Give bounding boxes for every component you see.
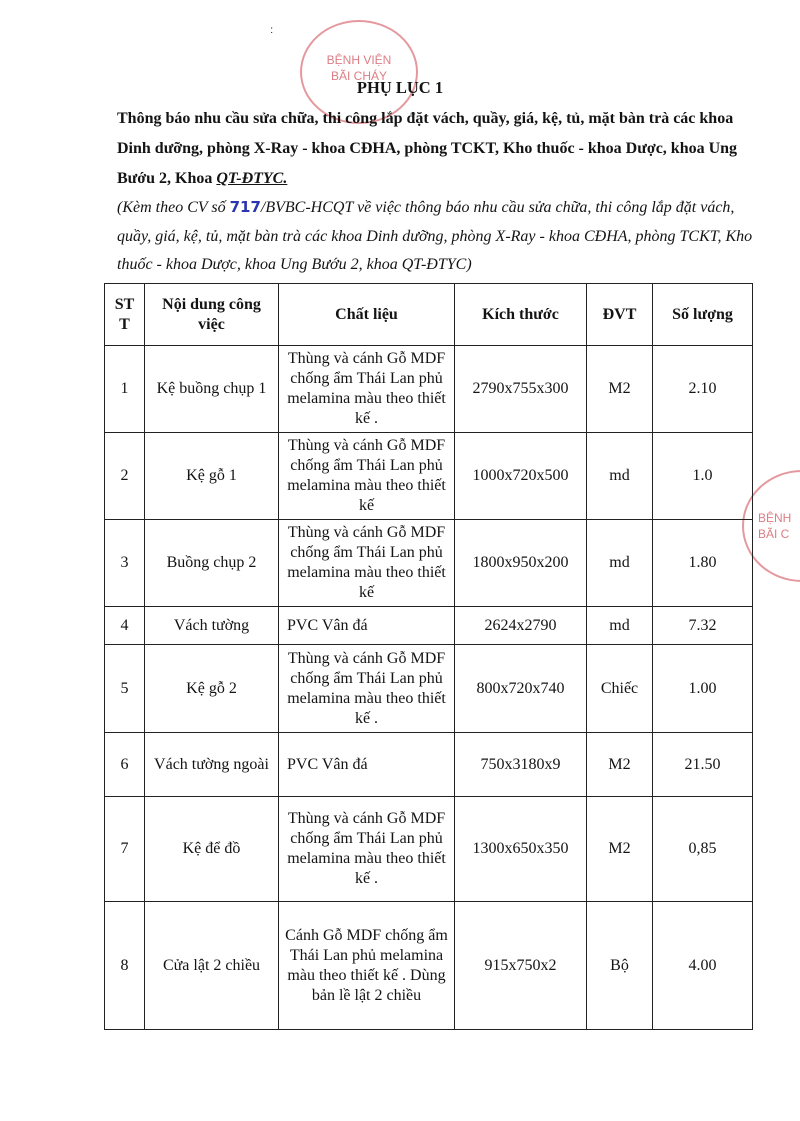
cell-unit: Chiếc [587, 645, 653, 733]
cell-content: Kệ buồng chụp 1 [145, 346, 279, 433]
stamp-line-1: BỆNH VIỆN [326, 53, 392, 67]
cell-stt: 3 [105, 520, 145, 607]
cell-size: 1000x720x500 [455, 433, 587, 520]
table-row [105, 346, 753, 433]
stamp-line-2: BÃI CHÁY [330, 69, 387, 83]
notice-text: Thông báo nhu cầu sửa chữa, thi công lắp đặt vách, quầy, giá, kệ, tủ, mặt bàn trà các khoa Dinh dưỡng, phòng X-Ray - khoa CĐHA, phòng TCKT, Kho thuốc - khoa Dược, khoa Ung Bướu 2, Khoa [117, 110, 738, 187]
cell-content: Vách tường [145, 607, 279, 645]
table-row [105, 645, 753, 733]
appendix-title: PHỤ LỤC 1 [356, 78, 444, 97]
cell-size: 2624x2790 [455, 607, 587, 645]
cell-unit: Bộ [587, 902, 653, 1030]
notice-heading [117, 104, 757, 194]
table-row [105, 902, 753, 1030]
cell-unit: M2 [587, 346, 653, 433]
cell-qty: 1.80 [653, 520, 753, 607]
cell-material: Thùng và cánh Gỗ MDF chống ẩm Thái Lan phủ melamina màu theo thiết kế [279, 433, 455, 520]
cell-qty: 21.50 [653, 733, 753, 797]
cell-stt: 8 [105, 902, 145, 1030]
cell-size: 2790x755x300 [455, 346, 587, 433]
cell-content: Buồng chụp 2 [145, 520, 279, 607]
ref-prefix: (Kèm theo CV số [117, 199, 230, 216]
cell-content: Kệ để đồ [145, 797, 279, 902]
cell-qty: 0,85 [653, 797, 753, 902]
stamp-right-line-1: BỆNH [758, 511, 792, 525]
cell-unit: M2 [587, 797, 653, 902]
cell-qty: 4.00 [653, 902, 753, 1030]
cell-stt: 5 [105, 645, 145, 733]
ref-suffix: /BVBC-HCQT về việc thông báo nhu cầu sửa chữa, thi công lắp đặt vách, quầy, giá, kệ, tủ, mặt bàn trà các khoa Dinh dưỡng, phòng X-Ray - khoa CĐHA, phòng TCKT, Kho thuốc - khoa Dược, khoa Ung Bướu 2, khoa QT-ĐTYC) [117, 199, 753, 273]
cell-material: PVC Vân đá [279, 733, 455, 797]
col-header-qty: Số lượng [653, 284, 753, 346]
cell-material: Thùng và cánh Gỗ MDF chống ẩm Thái Lan phủ melamina màu theo thiết kế [279, 520, 455, 607]
cell-size: 800x720x740 [455, 645, 587, 733]
table-row [105, 520, 753, 607]
cell-stt: 2 [105, 433, 145, 520]
col-header-unit: ĐVT [587, 284, 653, 346]
cell-qty: 7.32 [653, 607, 753, 645]
cell-unit: md [587, 607, 653, 645]
cell-unit: md [587, 433, 653, 520]
cell-stt: 6 [105, 733, 145, 797]
cell-content: Kệ gỗ 2 [145, 645, 279, 733]
table-header-row [105, 284, 753, 346]
cell-content: Kệ gỗ 1 [145, 433, 279, 520]
work-items-table [104, 283, 753, 1030]
cell-size: 915x750x2 [455, 902, 587, 1030]
cell-qty: 1.0 [653, 433, 753, 520]
cell-qty: 2.10 [653, 346, 753, 433]
cell-stt: 4 [105, 607, 145, 645]
table-row [105, 797, 753, 902]
cell-qty: 1.00 [653, 645, 753, 733]
page-mark: ː [270, 22, 274, 36]
table-row [105, 433, 753, 520]
col-header-content: Nội dung công việc [145, 284, 279, 346]
cell-content: Vách tường ngoài [145, 733, 279, 797]
cell-size: 750x3180x9 [455, 733, 587, 797]
cell-stt: 1 [105, 346, 145, 433]
cell-unit: md [587, 520, 653, 607]
cell-size: 1300x650x350 [455, 797, 587, 902]
table-row [105, 607, 753, 645]
cell-size: 1800x950x200 [455, 520, 587, 607]
cell-material: Thùng và cánh Gỗ MDF chống ẩm Thái Lan phủ melamina màu theo thiết kế . [279, 346, 455, 433]
cell-material: Thùng và cánh Gỗ MDF chống ẩm Thái Lan phủ melamina màu theo thiết kế . [279, 645, 455, 733]
notice-italic: QT-ĐTYC. [216, 170, 288, 187]
cell-unit: M2 [587, 733, 653, 797]
table-row [105, 733, 753, 797]
reference-note [117, 193, 757, 280]
cell-content: Cửa lật 2 chiều [145, 902, 279, 1030]
col-header-material: Chất liệu [279, 284, 455, 346]
cell-material: Cánh Gỗ MDF chống ẩm Thái Lan phủ melamina màu theo thiết kế . Dùng bản lề lật 2 chiều [279, 902, 455, 1030]
stamp-right-line-2: BÃI C [758, 527, 790, 541]
cell-material: PVC Vân đá [279, 607, 455, 645]
col-header-size: Kích thước [455, 284, 587, 346]
cell-material: Thùng và cánh Gỗ MDF chống ẩm Thái Lan phủ melamina màu theo thiết kế . [279, 797, 455, 902]
cell-stt: 7 [105, 797, 145, 902]
col-header-stt: ST T [105, 284, 145, 346]
cv-number-handwritten: 717 [229, 198, 261, 216]
